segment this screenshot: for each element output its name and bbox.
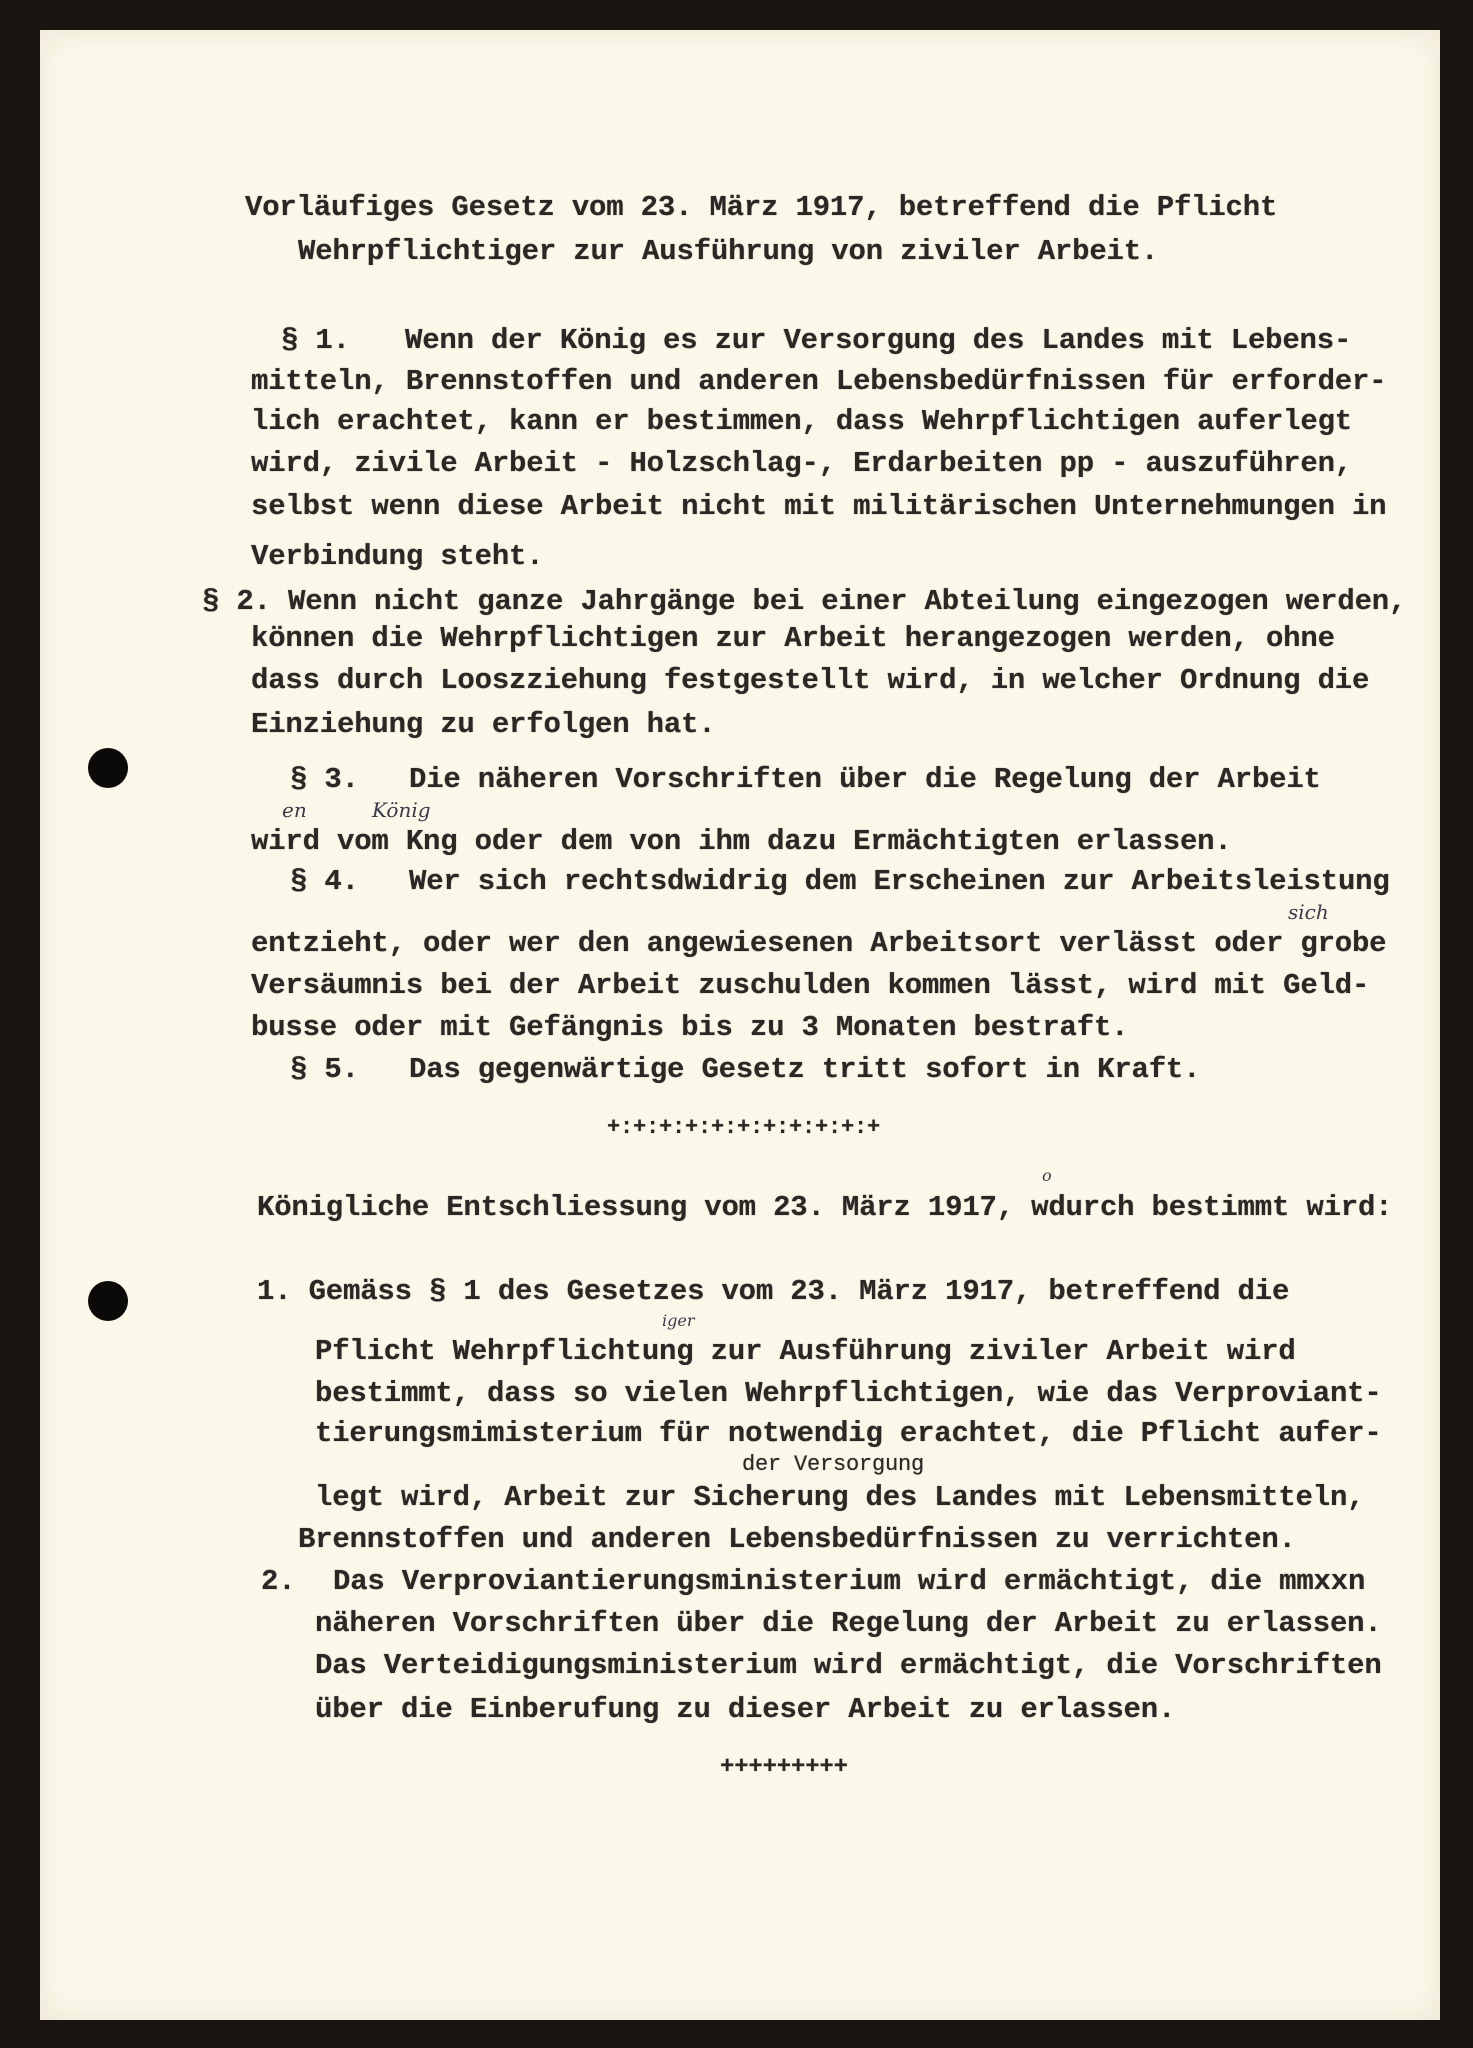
law-title: Vorläufiges Gesetz vom 23. März 1917, betreffend die Pflicht [245, 191, 1278, 224]
resolution-item-2: Das Verproviantierungsministerium wird ermächtigt, die mmxxn [333, 1565, 1366, 1598]
handwritten-correction: iger [662, 1311, 695, 1330]
paragraph-number: § 5. [290, 1053, 359, 1086]
paragraph-number: § 4. [290, 865, 359, 898]
paragraph-2-text: können die Wehrpflichtigen zur Arbeit herangezogen werden, ohne [251, 622, 1335, 655]
resolution-item-2: näheren Vorschriften über die Regelung der Arbeit zu erlassen. [315, 1607, 1382, 1640]
resolution-item-1: Pflicht Wehrpflichtung zur Ausführung ziviler Arbeit wird [315, 1335, 1296, 1368]
resolution-heading: Königliche Entschliessung vom 23. März 1917, wdurch bestimmt wird: [257, 1191, 1393, 1224]
paragraph-number: § 1. [281, 324, 350, 357]
resolution-item-1: legt wird, Arbeit zur Sicherung des Landes mit Lebensmitteln, [315, 1481, 1365, 1514]
paragraph-number: § 3. [290, 763, 359, 796]
punch-hole [88, 1281, 128, 1321]
paragraph-3-text: wird vom Kng oder dem von ihm dazu Ermächtigten erlassen. [251, 825, 1232, 858]
item-number: 2. [261, 1565, 296, 1598]
paragraph-1-text: lich erachtet, kann er bestimmen, dass Wehrpflichtigen auferlegt [251, 405, 1352, 438]
handwritten-correction: o [1042, 1166, 1052, 1185]
paragraph-2-text: § 2. Wenn nicht ganze Jahrgänge bei einer Abteilung eingezogen werden, [202, 585, 1407, 618]
resolution-item-2: über die Einberufung zu dieser Arbeit zu erlassen. [315, 1693, 1176, 1726]
paragraph-5-text: Das gegenwärtige Gesetz tritt sofort in Kraft. [409, 1053, 1201, 1086]
resolution-item-2: Das Verteidigungsministerium wird ermächtigt, die Vorschriften [315, 1649, 1382, 1682]
end-mark: +++++++++ [720, 1754, 848, 1781]
handwritten-correction: König [372, 798, 431, 822]
paragraph-2-text: dass durch Looszziehung festgestellt wird, in welcher Ordnung die [251, 664, 1370, 697]
paragraph-1-text: mitteln, Brennstoffen und anderen Lebensbedürfnissen für erforder- [251, 365, 1387, 398]
section-separator: +:+:+:+:+:+:+:+:+:+:+ [607, 1115, 881, 1140]
handwritten-correction: en [282, 798, 307, 822]
paragraph-1-text: wird, zivile Arbeit - Holzschlag-, Erdarbeiten pp - auszuführen, [251, 447, 1352, 480]
punch-hole [88, 748, 128, 788]
paragraph-4-text: entzieht, oder wer den angewiesenen Arbeitsort verlässt oder grobe [251, 927, 1387, 960]
handwritten-correction: sich [1288, 900, 1329, 924]
resolution-item-1: bestimmt, dass so vielen Wehrpflichtigen, wie das Verproviant- [315, 1377, 1382, 1410]
typed-insertion: der Versorgung [742, 1452, 925, 1477]
paragraph-2-text: Einziehung zu erfolgen hat. [251, 708, 716, 741]
resolution-item-1: Brennstoffen und anderen Lebensbedürfnissen zu verrichten. [298, 1523, 1296, 1556]
paragraph-3-text: Die näheren Vorschriften über die Regelung der Arbeit [409, 763, 1321, 796]
paragraph-4-text: Versäumnis bei der Arbeit zuschulden kommen lässt, wird mit Geld- [251, 969, 1370, 1002]
resolution-item-1: 1. Gemäss § 1 des Gesetzes vom 23. März 1917, betreffend die [257, 1275, 1290, 1308]
paragraph-1-text: selbst wenn diese Arbeit nicht mit militärischen Unternehmungen in [251, 490, 1387, 523]
paragraph-4-text: busse oder mit Gefängnis bis zu 3 Monaten bestraft. [251, 1011, 1129, 1044]
paragraph-1-text: Wenn der König es zur Versorgung des Landes mit Lebens- [405, 324, 1352, 357]
law-title-cont: Wehrpflichtiger zur Ausführung von ziviler Arbeit. [298, 235, 1159, 268]
paragraph-1-text: Verbindung steht. [251, 540, 544, 573]
resolution-item-1: tierungsmimisterium für notwendig erachtet, die Pflicht aufer- [315, 1417, 1382, 1450]
paragraph-4-text: Wer sich rechtsdwidrig dem Erscheinen zur Arbeitsleistung [409, 865, 1390, 898]
